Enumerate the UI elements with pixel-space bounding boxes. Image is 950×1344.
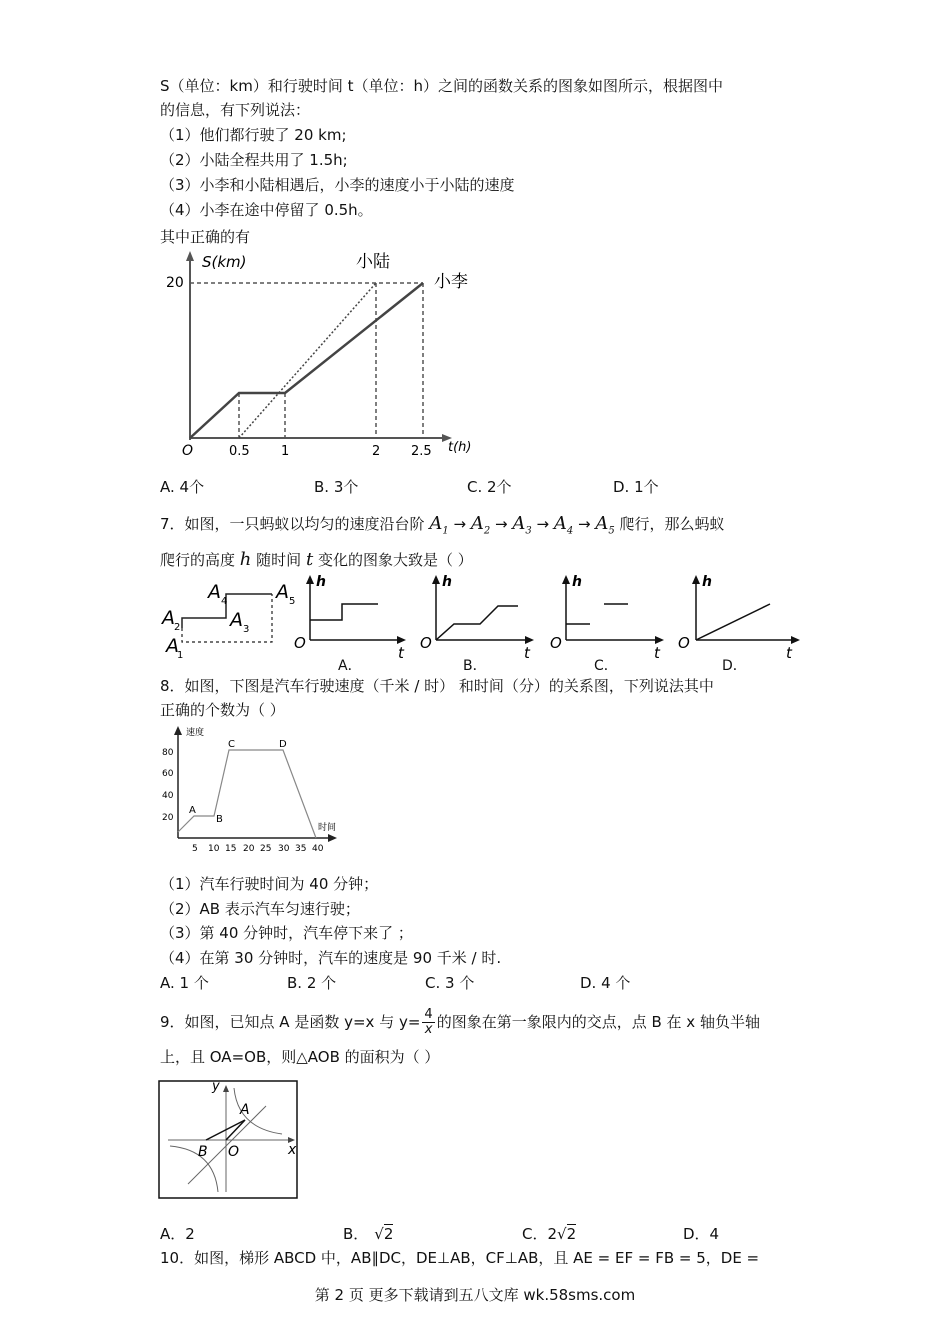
q7-arrow-1: → — [453, 515, 467, 533]
q6-x-tick-0-5: 0.5 — [229, 444, 250, 459]
q7-graph-d-line — [696, 604, 770, 640]
q6-statement-4: （4）小李在途中停留了 0.5h。 — [160, 201, 373, 219]
q7-choice-d: D． — [722, 658, 747, 674]
svg-text:A: A — [230, 609, 243, 631]
q9-label-y: y — [212, 1080, 220, 1094]
q7-point-a5: $A_5$ — [595, 513, 615, 537]
q8-statement-4: （4）在第 30 分钟时，汽车的速度是 90 千米 / 时. — [160, 949, 502, 967]
q6-x-tick-2: 2 — [372, 444, 381, 459]
q8-statement-3: （3）第 40 分钟时，汽车停下来了 ； — [160, 924, 413, 942]
q8-speed-time-graph — [160, 722, 350, 854]
svg-text:h: h — [316, 574, 326, 590]
q7-arrow-2: → — [495, 515, 508, 533]
q7-line2-mid: 随时间 — [256, 551, 302, 569]
q8-point-c: C — [228, 739, 235, 750]
q6-intro-line2: 的信息，有下列说法： — [160, 101, 311, 119]
svg-text:h: h — [572, 574, 582, 590]
q8-point-b: B — [216, 814, 223, 825]
q6-intro-line1: S（单位：km）和行驶时间 t（单位：h）之间的函数关系的图象如图所示，根据图中 — [160, 77, 723, 95]
q8-y-tick-80: 80 — [162, 748, 174, 758]
q8-x-tick-10: 10 — [208, 844, 220, 854]
q6-y-tick-20: 20 — [166, 275, 184, 291]
q8-option-d: D. 4 个 — [580, 974, 631, 992]
q7-choice-a: A． — [338, 658, 362, 674]
svg-text:5: 5 — [289, 596, 296, 607]
q8-statement-2: （2）AB 表示汽车匀速行驶； — [160, 900, 360, 918]
svg-text:4: 4 — [221, 596, 228, 607]
svg-text:O: O — [550, 634, 562, 652]
q7-graph-b-curve — [436, 606, 518, 640]
q7-graph-a-curve — [310, 604, 378, 620]
svg-text:t: t — [398, 644, 404, 662]
q8-y-tick-40: 40 — [162, 791, 174, 801]
q7-arrow-3: → — [536, 515, 550, 533]
q7-line2 — [160, 547, 473, 573]
q8-statement-1: （1）汽车行驶时间为 40 分钟； — [160, 875, 379, 893]
q7-choice-c: C． — [594, 658, 618, 674]
q7-label-a1 — [164, 635, 183, 660]
q8-x-tick-30: 30 — [278, 844, 290, 854]
q6-label-xiaoli: 小李 — [434, 272, 468, 292]
svg-text:h: h — [702, 574, 712, 590]
svg-text:A: A — [208, 581, 221, 603]
q6-x-tick-2-5: 2.5 — [411, 444, 432, 459]
q7-arrow-4: → — [578, 515, 591, 533]
q8-y-tick-60: 60 — [162, 769, 174, 779]
q6-option-c: C. 2个 — [467, 478, 512, 496]
q9-label-o: O — [228, 1144, 240, 1160]
svg-text:O: O — [294, 634, 306, 652]
q7-line1 — [160, 511, 725, 545]
q7-choice-b: B． — [463, 658, 487, 674]
q7-label-a3 — [228, 609, 249, 635]
q8-option-b: B. 2 个 — [287, 974, 337, 992]
q6-origin: O — [182, 443, 194, 459]
svg-text:h: h — [442, 574, 452, 590]
q9-line1-prefix: 9．如图，已知点 A 是函数 y=x 与 y= — [160, 1013, 421, 1031]
q7-label-a4 — [206, 581, 227, 607]
q7-line2-prefix: 爬行的高度 — [160, 551, 236, 569]
q6-y-label: S(km) — [202, 253, 247, 271]
q8-y-title: 速度 — [186, 728, 205, 738]
q6-line-xiaolu — [239, 283, 376, 438]
q7-line1-prefix: 7．如图，一只蚂蚁以均匀的速度沿台阶 — [160, 515, 425, 533]
q8-x-tick-25: 25 — [260, 844, 272, 854]
svg-text:1: 1 — [177, 650, 184, 660]
q6-option-d: D. 1个 — [613, 478, 659, 496]
svg-text:t: t — [654, 644, 660, 662]
q8-option-a: A. 1 个 — [160, 974, 209, 992]
svg-text:O: O — [420, 634, 432, 652]
q9-fraction: $\frac{4}{x}$ — [424, 1007, 433, 1037]
svg-text:2: 2 — [174, 622, 181, 633]
svg-text:A: A — [166, 635, 179, 657]
q8-speed-curve — [178, 750, 316, 838]
q6-option-a: A. 4个 — [160, 478, 205, 496]
q6-statement-1: （1）他们都行驶了 20 km; — [160, 126, 347, 144]
q9-line1-suffix: 的图象在第一象限内的交点，点 B 在 x 轴负半轴 — [436, 1013, 760, 1031]
q8-point-d: D — [279, 739, 287, 750]
q7-point-a4: $A_4$ — [553, 513, 574, 537]
q6-x-label: t(h) — [448, 440, 472, 455]
q7-point-a2: $A_2$ — [470, 513, 491, 537]
q7-point-a1: $A_1$ — [429, 513, 449, 537]
q8-x-title: 时间 — [318, 823, 337, 833]
q7-point-a3: $A_3$ — [512, 513, 532, 537]
q9-graph — [158, 1080, 300, 1200]
q6-question: 其中正确的有 — [160, 228, 251, 246]
q8-x-tick-35: 35 — [295, 844, 307, 854]
q9-option-a: A．2 — [160, 1225, 195, 1243]
q9-label-x: x — [288, 1142, 297, 1158]
q6-statement-2: （2）小陆全程共用了 1.5h; — [160, 151, 348, 169]
q6-distance-time-graph — [160, 245, 480, 465]
svg-text:O: O — [678, 634, 690, 652]
q7-staircase-figure — [160, 578, 300, 660]
q10-line1: 10．如图，梯形 ABCD 中，AB∥DC，DE⊥AB，CF⊥AB，且 AE = EF = FB = 5，DE = — [160, 1249, 760, 1267]
svg-text:A: A — [162, 607, 175, 629]
q8-x-tick-15: 15 — [225, 844, 237, 854]
q6-y-arrow — [186, 251, 194, 261]
q8-x-tick-40: 40 — [312, 844, 324, 854]
q8-point-a: A — [189, 805, 196, 816]
q7-t-symbol: t — [305, 549, 314, 570]
q7-h-symbol: h — [239, 549, 252, 570]
q9-option-b: B． √2 — [343, 1225, 394, 1243]
q7-line2-suffix: 变化的图象大致是（ ） — [317, 551, 473, 569]
q8-y-tick-20: 20 — [162, 813, 174, 823]
page-footer: 第 2 页 更多下载请到五八文库 wk.58sms.com — [314, 1286, 636, 1304]
svg-text:t: t — [524, 644, 530, 662]
svg-text:3: 3 — [243, 624, 250, 635]
q8-x-tick-5: 5 — [192, 844, 198, 854]
q9-option-c: C．2√2 — [522, 1225, 577, 1243]
q9-hyperbola-q3 — [170, 1146, 218, 1192]
q7-label-a2 — [160, 607, 180, 633]
svg-text:t: t — [786, 644, 792, 662]
q9-line1 — [160, 1008, 760, 1037]
svg-text:A: A — [276, 581, 289, 603]
q9-label-a: A — [240, 1102, 250, 1118]
q8-line1: 8．如图，下图是汽车行驶速度（千米 / 时） 和时间（分）的关系图，下列说法其中 — [160, 677, 714, 695]
q6-statement-3: （3）小李和小陆相遇后，小李的速度小于小陆的速度 — [160, 176, 515, 194]
q8-line2: 正确的个数为（ ） — [160, 701, 285, 719]
q6-option-b: B. 3个 — [314, 478, 359, 496]
q9-line2: 上，且 OA=OB，则△AOB 的面积为（ ） — [160, 1048, 440, 1066]
q8-x-tick-20: 20 — [243, 844, 255, 854]
q6-label-xiaolu: 小陆 — [356, 252, 390, 272]
q6-x-tick-1: 1 — [281, 444, 290, 459]
q7-line1-suffix: 爬行，那么蚂蚁 — [619, 515, 725, 533]
q9-option-d: D．4 — [683, 1225, 720, 1243]
q8-option-c: C. 3 个 — [425, 974, 475, 992]
q9-label-b: B — [198, 1144, 208, 1160]
q6-line-xiaoli — [190, 283, 423, 438]
